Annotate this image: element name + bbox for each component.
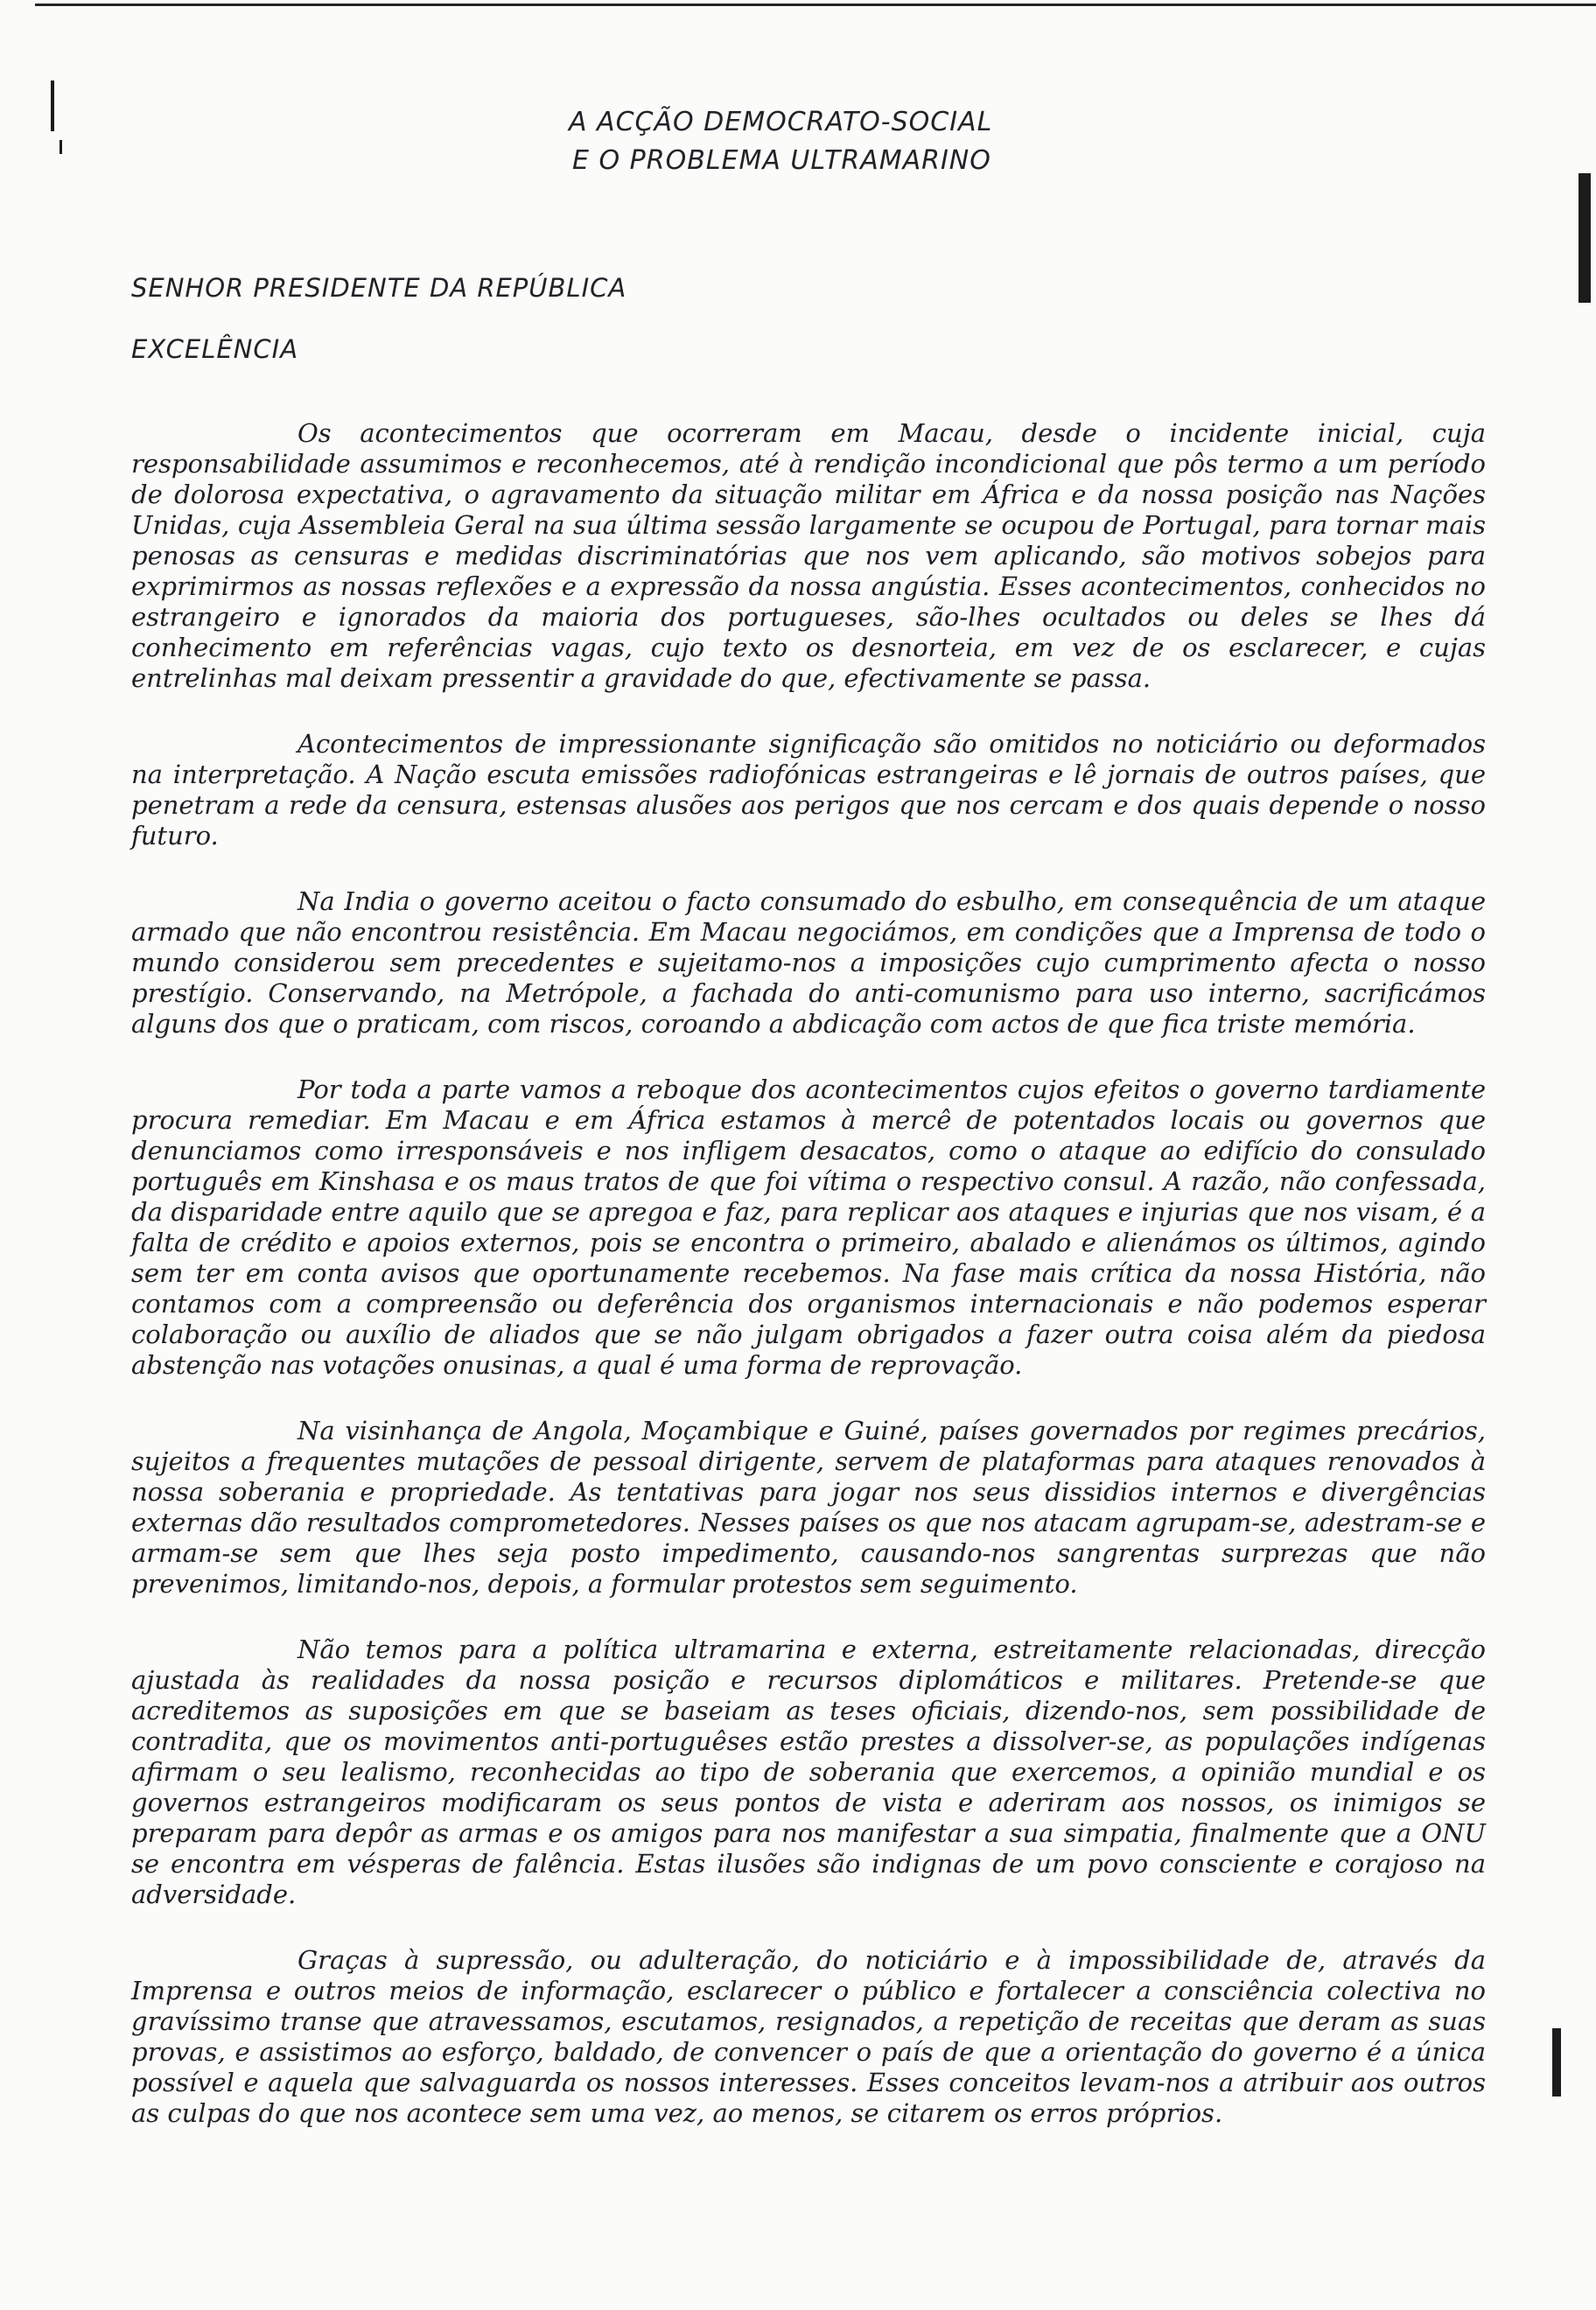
letter-body (131, 418, 1486, 2164)
left-margin-mark-small (60, 140, 62, 154)
paragraph: Não temos para a política ultramarina e externa, estreitamente relacionadas, direcção ajustada às realidades da nossa posição e recursos diplomáticos e militares. Pretende-se que acreditemos as suposições em que se baseiam as teses oficiais, dizendo-nos, sem possibilidade de contradita, que os movimentos anti-portuguêses estão prestes a dissolver-se, as populações indígenas afirmam o seu lealismo, reconhecidas ao tipo de soberania que exercemos, a opinião mundial e os governos estrangeiros modificaram os seus pontos de vista e aderiram aos nossos, os inimigos se preparam para depôr as armas e os amigos para nos manifestar a sua simpatia, finalmente que a ONU se encontra em vésperas de falência. Estas ilusões são indignas de um povo consciente e corajoso na adversidade. (131, 1634, 1486, 1909)
right-edge-mark-top (1578, 173, 1591, 303)
paragraph: Na India o governo aceitou o facto consumado do esbulho, em consequência de um ataque armado que não encontrou resistência. Em Macau negociámos, em condições que a Imprensa de todo o mundo considerou sem precedentes e sujeitamo-nos a imposições cujo cumprimento afecta o nosso prestígio. Conservando, na Metrópole, a fachada do anti-comunismo para uso interno, sacrificámos alguns dos que o praticam, com riscos, coroando a abdicação com actos de que fica triste memória. (131, 886, 1486, 1039)
title-line-2: E O PROBLEMA ULTRAMARINO (572, 145, 991, 176)
paragraph: Na visinhança de Angola, Moçambique e Guiné, países governados por regimes precários, sujeitos a frequentes mutações de pessoal dirigente, servem de plataformas para ataques renovados à nossa soberania e propriedade. As tentativas para jogar nos seus dissidios internos e divergências externas dão resultados comprometedores. Nesses países os que nos atacam agrupam-se, adestram-se e armam-se sem que lhes seja posto impedimento, causando-nos sangrentas surprezas que não prevenimos, limitando-nos, depois, a formular protestos sem seguimento. (131, 1416, 1486, 1599)
paragraph: Os acontecimentos que ocorreram em Macau, desde o incidente inicial, cuja responsabilidade assumimos e reconhecemos, até à rendição incondicional que pôs termo a um período de dolorosa expectativa, o agravamento da situação militar em África e da nossa posição nas Nações Unidas, cuja Assembleia Geral na sua última sessão largamente se ocupou de Portugal, para tornar mais penosas as censuras e medidas discriminatórias que nos vem aplicando, são motivos sobejos para exprimirmos as nossas reflexões e a expressão da nossa angústia. Esses acontecimentos, conhecidos no estrangeiro e ignorados da maioria dos portugueses, são-lhes ocultados ou deles se lhes dá conhecimento em referências vagas, cujo texto os desnorteia, em vez de os esclarecer, e cujas entrelinhas mal deixam pressentir a gravidade do que, efectivamente se passa. (131, 418, 1486, 693)
salutation-line-2: EXCELÊNCIA (131, 334, 299, 364)
left-margin-mark (51, 80, 54, 131)
paragraph: Acontecimentos de impressionante significação são omitidos no noticiário ou deformados na interpretação. A Nação escuta emissões radiofónicas estrangeiras e lê jornais de outros países, que penetram a rede da censura, estensas alusões aos perigos que nos cercam e dos quais depende o nosso futuro. (131, 729, 1486, 850)
right-edge-mark-bottom (1552, 2028, 1561, 2096)
paragraph: Por toda a parte vamos a reboque dos acontecimentos cujos efeitos o governo tardiamente procura remediar. Em Macau e em África estamos à mercê de potentados locais ou governos que denunciamos como irresponsáveis e nos infligem desacatos, como o ataque ao edifício do consulado português em Kinshasa e os maus tratos de que foi vítima o respectivo consul. A razão, não confessada, da disparidade entre aquilo que se apregoa e faz, para replicar aos ataques e injurias que nos visam, é a falta de crédito e apoios externos, pois se encontra o primeiro, abalado e alienámos os últimos, agindo sem ter em conta avisos que oportunamente recebemos. Na fase mais crítica da nossa História, não contamos com a compreensão ou deferência dos organismos internacionais e não podemos esperar colaboração ou auxílio de aliados que se não julgam obrigados a fazer outra coisa além da piedosa abstenção nas votações onusinas, a qual é uma forma de reprovação. (131, 1074, 1486, 1380)
document-title (569, 103, 1094, 180)
title-line-1: A ACÇÃO DEMOCRATO-SOCIAL (569, 107, 993, 137)
paragraph: Graças à supressão, ou adulteração, do noticiário e à impossibilidade de, através da Imprensa e outros meios de informação, esclarecer o público e fortalecer a consciência colectiva no gravíssimo transe que atravessamos, escutamos, resignados, a repetição de receitas que deram as suas provas, e assistimos ao esforço, baldado, de convencer o país de que a orientação do governo é a única possível e aquela que salvaguarda os nossos interesses. Esses conceitos levam-nos a atribuir aos outros as culpas do que nos acontece sem uma vez, ao menos, se citarem os erros próprios. (131, 1945, 1486, 2128)
salutation-line-1: SENHOR PRESIDENTE DA REPÚBLICA (131, 273, 627, 303)
top-edge-line (35, 4, 1596, 6)
